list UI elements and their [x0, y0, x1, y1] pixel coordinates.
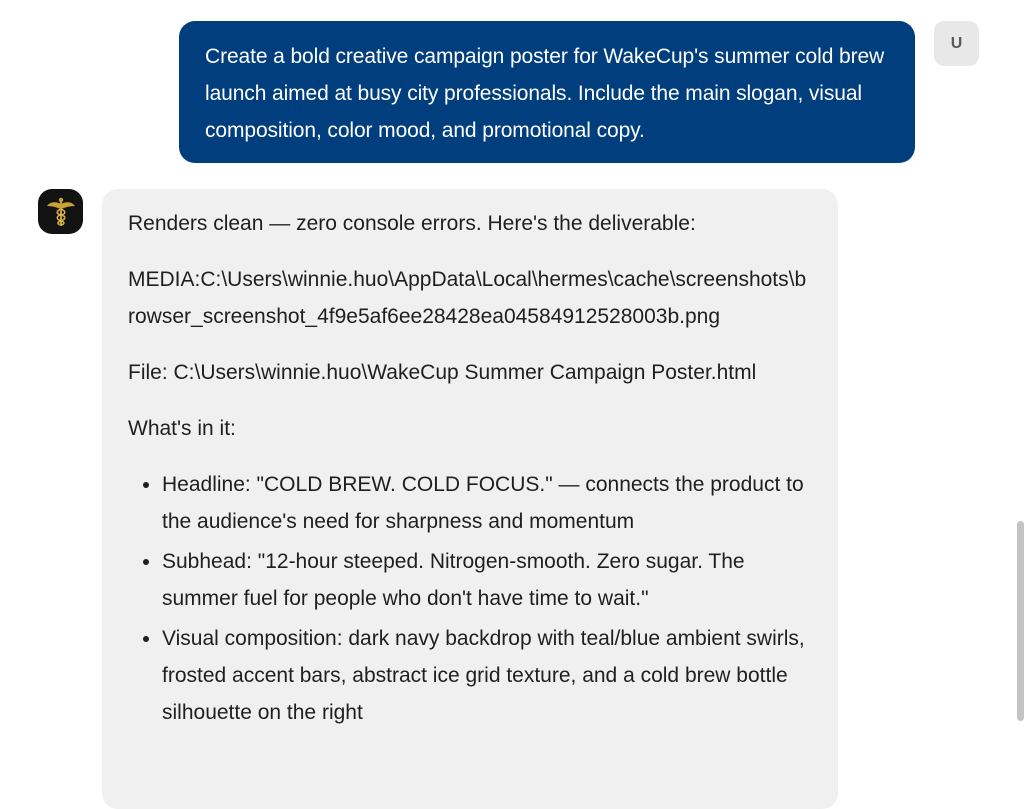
contents-heading: What's in it:	[128, 417, 236, 440]
media-path: MEDIA:C:\Users\winnie.huo\AppData\Local\hermes\cache\screenshots\browser_screenshot_4f9e5af6ee28428ea04584912528003b.png	[128, 268, 807, 328]
file-path: File: C:\Users\winnie.huo\WakeCup Summer Campaign Poster.html	[128, 361, 757, 384]
list-item: • Subhead: "12-hour steeped. Nitrogen-smooth. Zero sugar. The summer fuel for people who don't have time to wait."	[162, 543, 812, 617]
scrollbar-thumb[interactable]	[1017, 521, 1024, 721]
assistant-intro: Renders clean — zero console errors. Here's the deliverable:	[128, 212, 696, 235]
user-avatar	[934, 21, 979, 66]
caduceus-icon	[44, 195, 78, 229]
contents-list	[128, 466, 812, 731]
user-avatar-letter: U	[950, 34, 963, 52]
assistant-avatar	[38, 189, 83, 234]
list-item: • Visual composition: dark navy backdrop with teal/blue ambient swirls, frosted accent bars, abstract ice grid texture, and a cold brew bottle silhouette on the right	[162, 620, 812, 731]
assistant-message-bubble	[102, 189, 838, 809]
user-message-text: Create a bold creative campaign poster for WakeCup's summer cold brew launch aimed at busy city professionals. Include the main slogan, visual composition, color mood, and promotional copy.	[205, 45, 885, 142]
user-message-bubble	[179, 21, 915, 163]
list-item: • Headline: "COLD BREW. COLD FOCUS." — connects the product to the audience's need for sharpness and momentum	[162, 466, 812, 540]
